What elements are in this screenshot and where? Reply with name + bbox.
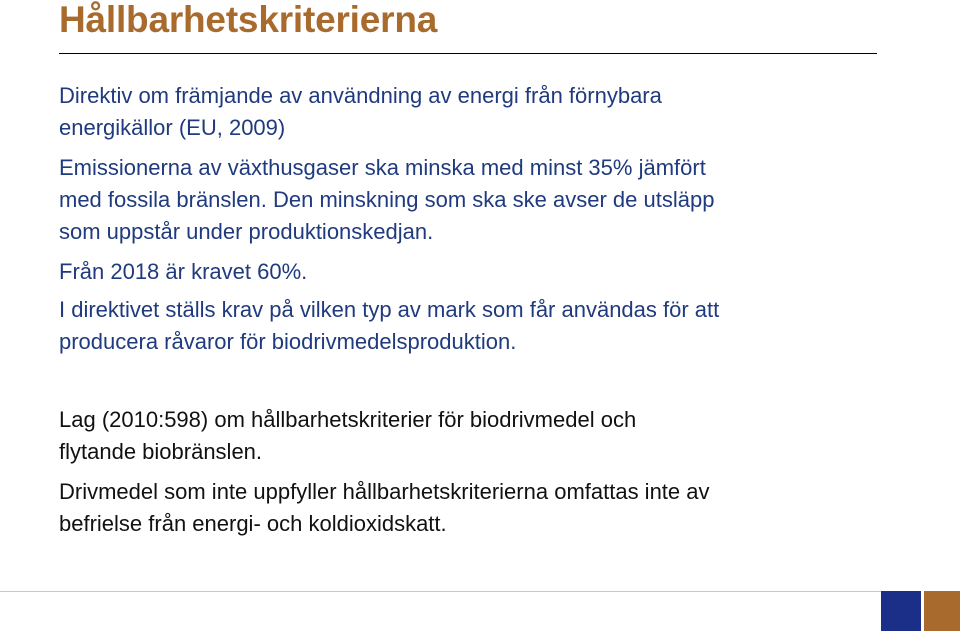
paragraph-emissions-requirement bbox=[59, 152, 714, 248]
footer-navy-block bbox=[881, 591, 921, 631]
paragraph-line: Emissionerna av växthusgaser ska minska med minst 35% jämfört bbox=[59, 155, 706, 180]
paragraph-line: energikällor (EU, 2009) bbox=[59, 115, 286, 140]
paragraph-line: Drivmedel som inte uppfyller hållbarhetskriterierna omfattas inte av bbox=[59, 479, 710, 504]
paragraph-tax-exemption bbox=[59, 476, 710, 540]
paragraph-line: befrielse från energi- och koldioxidskatt. bbox=[59, 511, 447, 536]
paragraph-requirement-2018 bbox=[59, 256, 307, 288]
paragraph-line: Lag (2010:598) om hållbarhetskriterier för biodrivmedel och bbox=[59, 407, 637, 432]
paragraph-line: som uppstår under produktionskedjan. bbox=[59, 219, 434, 244]
paragraph-line: Från 2018 är kravet 60%. bbox=[59, 259, 308, 284]
title-divider bbox=[59, 53, 877, 54]
paragraph-line: I direktivet ställs krav på vilken typ av mark som får användas för att bbox=[59, 297, 720, 322]
paragraph-line: producera råvaror för biodrivmedelsproduktion. bbox=[59, 329, 517, 354]
paragraph-swedish-law bbox=[59, 404, 636, 468]
paragraph-directive-name bbox=[59, 80, 662, 144]
paragraph-land-requirement bbox=[59, 294, 719, 358]
footer-divider bbox=[0, 591, 960, 592]
paragraph-line: flytande biobränslen. bbox=[59, 439, 263, 464]
paragraph-line: med fossila bränslen. Den minskning som ska ske avser de utsläpp bbox=[59, 187, 715, 212]
paragraph-line: Direktiv om främjande av användning av energi från förnybara bbox=[59, 83, 662, 108]
slide-title: Hållbarhetskriterierna bbox=[59, 0, 438, 40]
footer-brown-block bbox=[924, 591, 960, 631]
